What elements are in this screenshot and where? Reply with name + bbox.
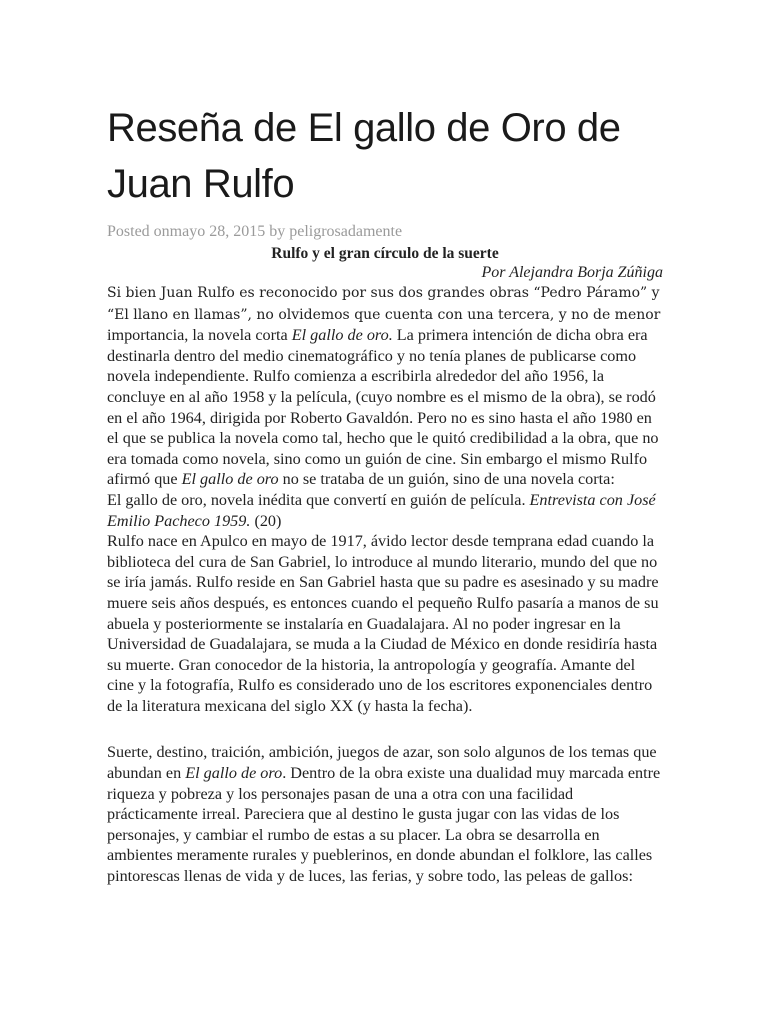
quote-source: Entrevista con José Emilio Pacheco 1959. (107, 490, 656, 530)
book-title-emphasis: El gallo de oro (181, 470, 279, 489)
quote-text: El gallo de oro, novela inédita que convertí en guión de película. (107, 490, 530, 509)
article (107, 100, 663, 887)
paragraph-themes (107, 742, 663, 886)
paragraph-themes-text-1: Suerte, destino, traición, ambición, juegos de azar, son solo algunos de los temas que abundan en (107, 743, 657, 783)
paragraph-intro-text-1: importancia, la novela corta (107, 326, 292, 345)
paragraph-intro-text-2: La primera intención de dicha obra era destinarla dentro del medio cinematográfico y no tenía planes de publicarse como novela independiente. Rulfo comienza a escribirla alrededor del año 1956, la concluye en al año 1958 y la película, (cuyo nombre es el mismo de la obra), se rodó en el año 1964, dirigida por Roberto Gavaldón. Pero no es sino hasta el año 1980 en el que se publica la novela como tal, hecho que le quitó credibilidad a la obra, que no era tomada como novela, sino como un guión de cine. Sin embargo el mismo Rulfo afirmó que (107, 326, 659, 489)
paragraph-intro (107, 282, 663, 490)
book-title-emphasis: El gallo de oro. (291, 326, 393, 345)
quote-paragraph (107, 490, 663, 531)
quote-reference: (20) (250, 511, 282, 530)
paragraph-intro-text-3: no se trataba de un guión, sino de una novela corta: (278, 470, 615, 489)
paragraph-themes-text-2: . Dentro de la obra existe una dualidad muy marcada entre riqueza y pobreza y los personajes pasan de una a otra con una facilidad prácticamente irreal. Pareciera que al destino le gusta jugar con las vidas de los personajes, y cambiar el rumbo de estas a su placer. La obra se desarrolla en ambientes meramente rurales y pueblerinos, en donde abundan el folklore, las calles pintorescas llenas de vida y de luces, las ferias, y sobre todo, las peleas de gallos: (107, 764, 661, 886)
book-title-emphasis: El gallo de oro (185, 764, 283, 783)
article-title: Reseña de El gallo de Oro de Juan Rulfo (107, 106, 621, 206)
paragraph-spacer (107, 716, 663, 742)
article-subtitle: Rulfo y el gran círculo de la suerte (271, 245, 499, 262)
post-meta: Posted onmayo 28, 2015 by peligrosadamente (107, 223, 403, 240)
article-byline: Por Alejandra Borja Zúñiga (481, 264, 663, 281)
paragraph-intro-lead: Si bien Juan Rulfo es reconocido por sus dos grandes obras “Pedro Páramo” y “El llano en llamas”, no olvidemos que cuenta con una tercera, y no de menor (107, 285, 661, 323)
paragraph-biography: Rulfo nace en Apulco en mayo de 1917, ávido lector desde temprana edad cuando la biblioteca del cura de San Gabriel, lo introduce al mundo literario, mundo del que no se iría jamás. Rulfo reside en San Gabriel hasta que su padre es asesinado y su madre muere seis años después, es entonces cuando el pequeño Rulfo pasaría a manos de su abuela y posteriormente se instalaría en Guadalajara. Al no poder ingresar en la Universidad de Guadalajara, se muda a la Ciudad de México en donde residiría hasta su muerte. Gran conocedor de la historia, la antropología y geografía. Amante del cine y la fotografía, Rulfo es considerado uno de los escritores exponenciales dentro de la literatura mexicana del siglo XX (y hasta la fecha). (107, 532, 659, 715)
